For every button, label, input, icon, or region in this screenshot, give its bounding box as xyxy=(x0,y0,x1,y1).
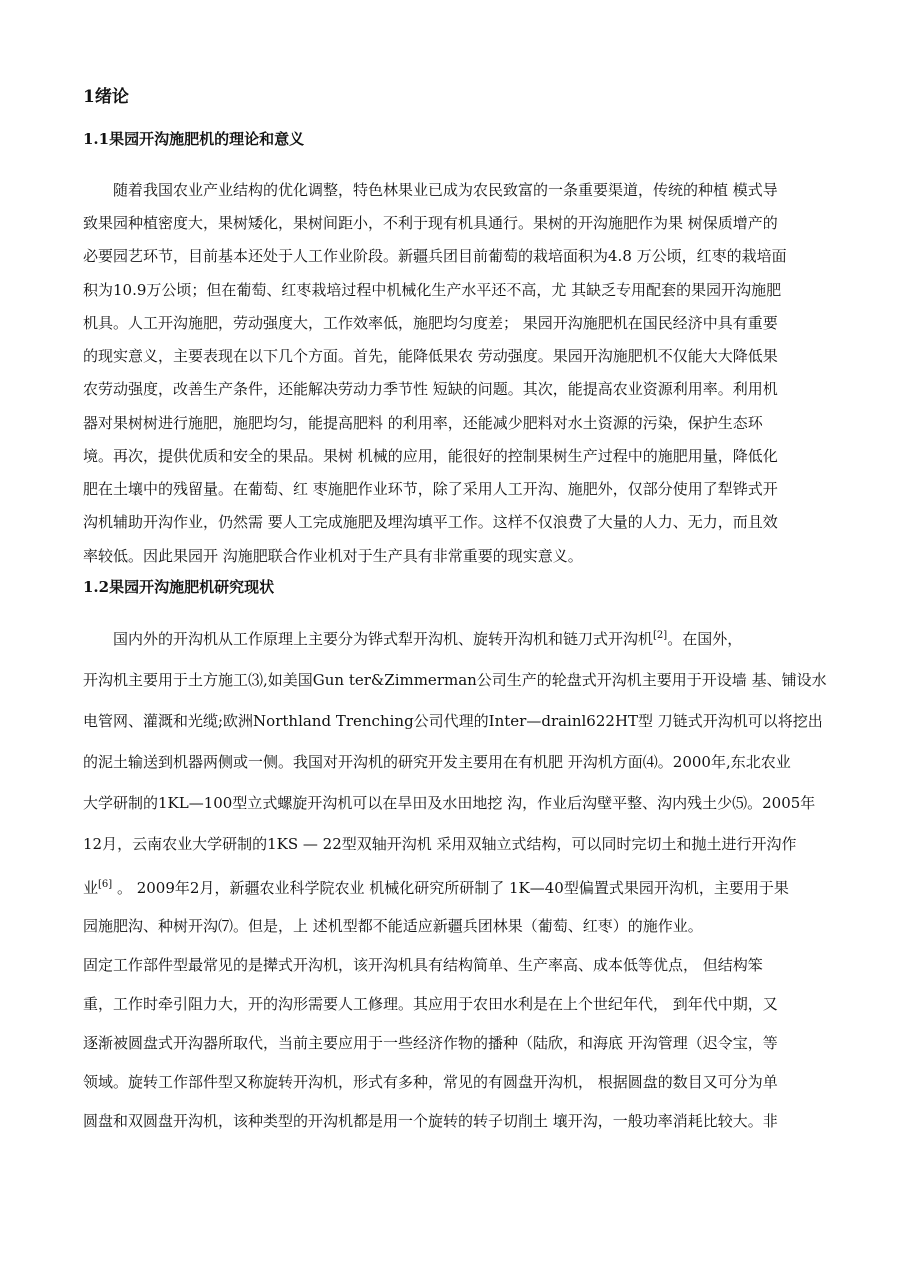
paragraph-line: 开沟机主要用于土方施工⑶,如美国Gun ter&Zimmerman公司生产的轮盘式开沟机主要用于开设墙 基、铺设水 xyxy=(83,671,827,689)
paragraph-line: 农劳动强度，改善生产条件，还能解决劳动力季节性 短缺的问题。其次，能提高农业资源利用率。利用机 xyxy=(83,380,778,398)
paragraph-line: 积为10.9万公顷；但在葡萄、红枣栽培过程中机械化生产水平还不高，尤 其缺乏专用配套的果园开沟施肥 xyxy=(83,281,782,299)
paragraph-line: 器对果树树进行施肥，施肥均匀，能提高肥料 的利用率，还能减少肥料对水土资源的污染，保护生态环 xyxy=(83,414,763,432)
paragraph-line: 电管网、灌溉和光缆;欧洲Northland Trenching公司代理的Inter—drainl622HT型 刀链式开沟机可以将挖出 xyxy=(83,712,823,730)
line-text: 。在国外， xyxy=(667,630,743,648)
paragraph-line: 机具。人工开沟施肥，劳动强度大，工作效率低，施肥均匀度差； 果园开沟施肥机在国民经济中具有重要 xyxy=(83,314,778,332)
paragraph-line: 固定工作部件型最常见的是撵式开沟机，该开沟机具有结构简单、生产率高、成本低等优点， 但结构笨 xyxy=(83,956,763,974)
paragraph-line: 肥在土壤中的残留量。在葡萄、红 枣施肥作业环节，除了采用人工开沟、施肥外，仅部分使用了犁铧式开 xyxy=(83,480,778,498)
paragraph-line: 逐渐被圆盘式开沟器所取代，当前主要应用于一些经济作物的播种（陆欣，和海底 开沟管理（迟令宝，等 xyxy=(83,1034,778,1052)
line-text: 业 xyxy=(83,879,99,897)
paragraph-line: 园施肥沟、种树开沟⑺。但是，上 述机型都不能适应新疆兵团林果（葡萄、红枣）的施作业。 xyxy=(83,917,703,935)
citation-ref: [6] xyxy=(98,879,113,890)
paragraph-line xyxy=(113,626,837,649)
paragraph-line: 率较低。因此果园开 沟施肥联合作业机对于生产具有非常重要的现实意义。 xyxy=(83,547,583,565)
paragraph-line: 大学研制的1KL—100型立式螺旋开沟机可以在旱田及水田地挖 沟，作业后沟壁平整、沟内残土少⑸。2005年 xyxy=(83,794,816,812)
paragraph-line: 致果园种植密度大，果树矮化，果树间距小，不利于现有机具通行。果树的开沟施肥作为果 树保质增产的 xyxy=(83,214,778,232)
paragraph-line: 领域。旋转工作部件型又称旋转开沟机，形式有多种，常见的有圆盘开沟机， 根据圆盘的数目又可分为单 xyxy=(83,1073,778,1091)
paragraph-line: 12月，云南农业大学研制的1KS — 22型双轴开沟机 采用双轴立式结构，可以同时完切土和抛土进行开沟作 xyxy=(83,835,797,853)
section-1-1-heading: 1.1果园开沟施肥机的理论和意义 xyxy=(83,130,305,148)
line-text: 国内外的开沟机从工作原理上主要分为铧式犁开沟机、旋转开沟机和链刀式开沟机 xyxy=(113,630,654,648)
line-text: 。 2009年2月，新疆农业科学院农业 机械化研究所研制了 1K—40型偏置式果园开沟机，主要用于果 xyxy=(112,879,789,897)
paragraph-line: 必要园艺环节，目前基本还处于人工作业阶段。新疆兵团目前葡萄的栽培面积为4.8 万公顷，红枣的栽培面 xyxy=(83,247,787,265)
citation-ref: [2] xyxy=(653,630,668,641)
paragraph-line: 圆盘和双圆盘开沟机，该种类型的开沟机都是用一个旋转的转子切削土 壤开沟，一般功率消耗比较大。非 xyxy=(83,1112,778,1130)
paragraph-line: 随着我国农业产业结构的优化调整，特色林果业已成为农民致富的一条重要渠道，传统的种植 模式导 xyxy=(113,181,778,199)
chapter-heading: 1绪论 xyxy=(83,87,129,107)
paragraph-line: 的现实意义，主要表现在以下几个方面。首先，能降低果农 劳动强度。果园开沟施肥机不仅能大大降低果 xyxy=(83,347,778,365)
section-1-2-heading: 1.2果园开沟施肥机研究现状 xyxy=(83,578,275,596)
paragraph-line: 的泥土输送到机器两侧或一侧。我国对开沟机的研究开发主要用在有机肥 开沟机方面⑷。2000年,东北农业 xyxy=(83,753,791,771)
paragraph-line xyxy=(83,875,837,898)
paragraph-line: 境。再次，提供优质和安全的果品。果树 机械的应用，能很好的控制果树生产过程中的施肥用量，降低化 xyxy=(83,447,778,465)
paragraph-line: 沟机辅助开沟作业，仍然需 要人工完成施肥及埋沟填平工作。这样不仅浪费了大量的人力、无力，而且效 xyxy=(83,513,778,531)
paragraph-line: 重，工作时牵引阻力大，开的沟形需要人工修理。其应用于农田水利是在上个世纪年代， 到年代中期，又 xyxy=(83,995,778,1013)
